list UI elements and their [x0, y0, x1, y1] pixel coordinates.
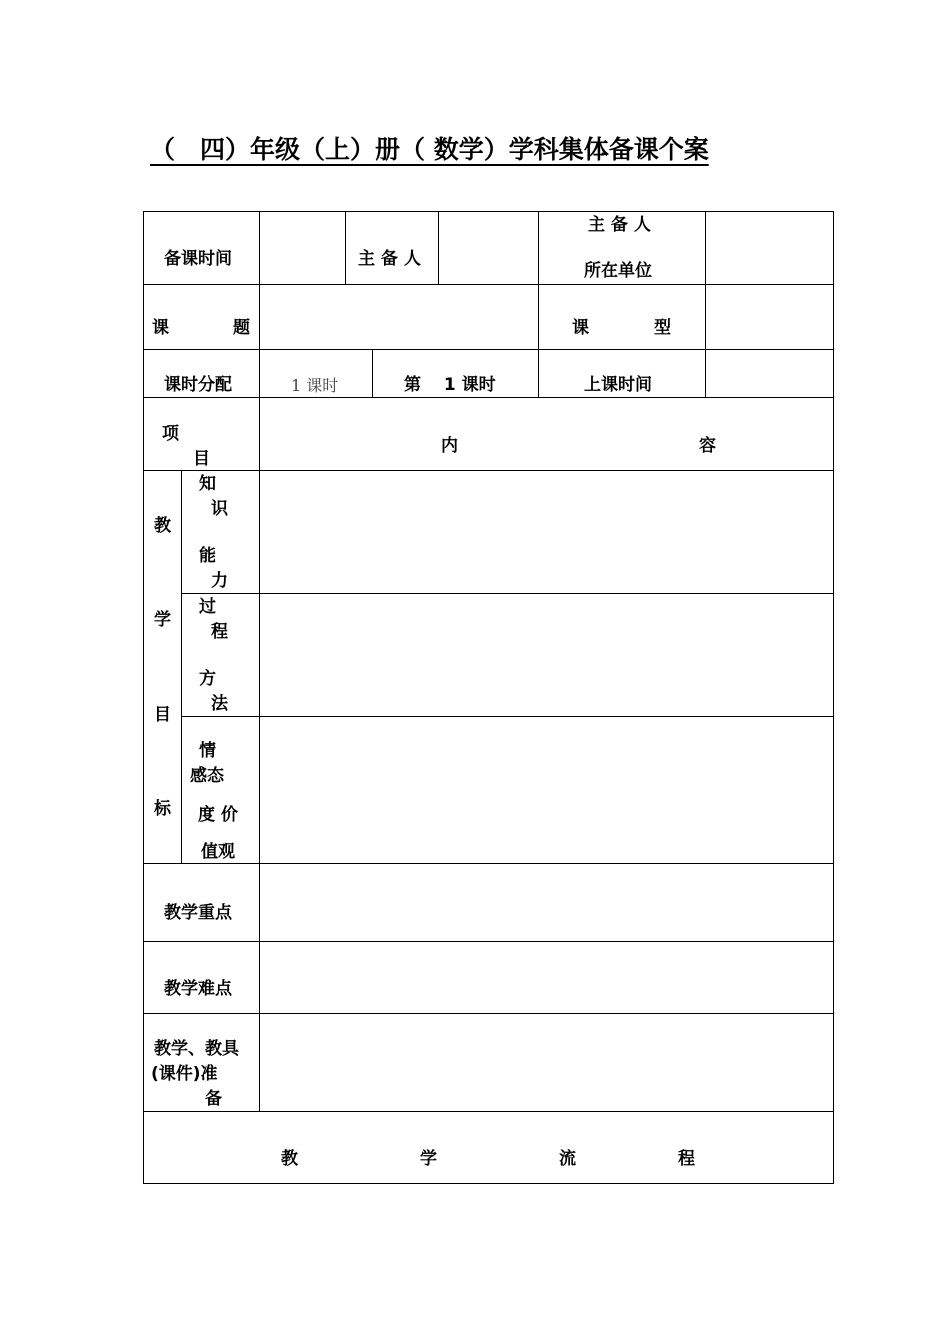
- row-divider: [143, 1111, 833, 1112]
- main-preparer-field[interactable]: [439, 212, 538, 284]
- objectives-char-1: 教: [154, 516, 171, 536]
- class-time-label: 上课时间: [584, 375, 652, 395]
- prep-label-line1: 教学、教具: [154, 1039, 239, 1059]
- key-points-label: 教学重点: [164, 903, 232, 923]
- process-char-1: 过: [199, 597, 216, 617]
- knowledge-char-1: 知: [199, 474, 216, 494]
- main-preparer-unit-label-line1: 主 备 人: [588, 215, 651, 235]
- document-title: （ 四）年级（上）册（ 数学）学科集体备课个案: [150, 135, 709, 164]
- main-preparer-unit-label-line2: 所在单位: [584, 261, 652, 281]
- row-divider: [143, 397, 833, 398]
- topic-label-char-1: 课: [152, 318, 169, 338]
- table-border-left: [143, 211, 144, 1183]
- type-field[interactable]: [706, 285, 833, 349]
- item-label-char-1: 项: [162, 424, 179, 444]
- flow-char-3: 流: [559, 1149, 576, 1169]
- column-divider: [372, 349, 373, 397]
- lesson-number: 第 1 课时: [404, 375, 496, 395]
- knowledge-ability-field[interactable]: [260, 471, 833, 593]
- prep-label-line3: 备: [205, 1089, 222, 1109]
- hours-alloc-value: 1 课时: [291, 376, 339, 395]
- difficulties-field[interactable]: [260, 942, 833, 1013]
- hours-alloc-label: 课时分配: [164, 375, 232, 395]
- prep-time-field[interactable]: [260, 212, 345, 284]
- content-label-char-2: 容: [699, 436, 716, 456]
- ability-char-1: 能: [199, 546, 216, 566]
- type-label-char-2: 型: [654, 318, 671, 338]
- main-preparer-label: 主 备 人: [358, 249, 421, 269]
- item-label-char-2: 目: [193, 449, 210, 469]
- prep-label-line2: (课件)准: [151, 1064, 218, 1084]
- key-points-field[interactable]: [260, 864, 833, 941]
- topic-label-char-2: 题: [233, 318, 250, 338]
- topic-field[interactable]: [260, 285, 538, 349]
- emotion-values-field[interactable]: [260, 717, 833, 863]
- main-preparer-unit-field[interactable]: [706, 212, 833, 284]
- objectives-char-2: 学: [154, 610, 171, 630]
- emotion-char-1: 情: [199, 741, 216, 761]
- emotion-line-4: 值观: [201, 842, 235, 862]
- process-method-field[interactable]: [260, 594, 833, 716]
- column-divider: [181, 470, 182, 863]
- difficulties-label: 教学难点: [164, 979, 232, 999]
- knowledge-char-2: 识: [211, 499, 228, 519]
- method-char-1: 方: [199, 669, 216, 689]
- column-divider: [538, 211, 539, 397]
- flow-char-1: 教: [281, 1149, 298, 1169]
- objectives-char-4: 标: [154, 799, 171, 819]
- emotion-line-3: 度 价: [198, 805, 238, 825]
- flow-char-4: 程: [678, 1149, 695, 1169]
- table-border-bottom: [143, 1183, 834, 1184]
- content-label-char-1: 内: [441, 436, 458, 456]
- objectives-char-3: 目: [154, 705, 171, 725]
- process-char-2: 程: [211, 622, 228, 642]
- flow-char-2: 学: [420, 1149, 437, 1169]
- table-border-right: [833, 211, 834, 1183]
- type-label-char-1: 课: [572, 318, 589, 338]
- ability-char-2: 力: [211, 571, 228, 591]
- emotion-line-2: 感态: [190, 766, 224, 786]
- method-char-2: 法: [211, 694, 228, 714]
- column-divider: [345, 211, 346, 284]
- prep-time-label: 备课时间: [164, 249, 232, 269]
- prep-field[interactable]: [260, 1014, 833, 1111]
- class-time-field[interactable]: [706, 350, 833, 397]
